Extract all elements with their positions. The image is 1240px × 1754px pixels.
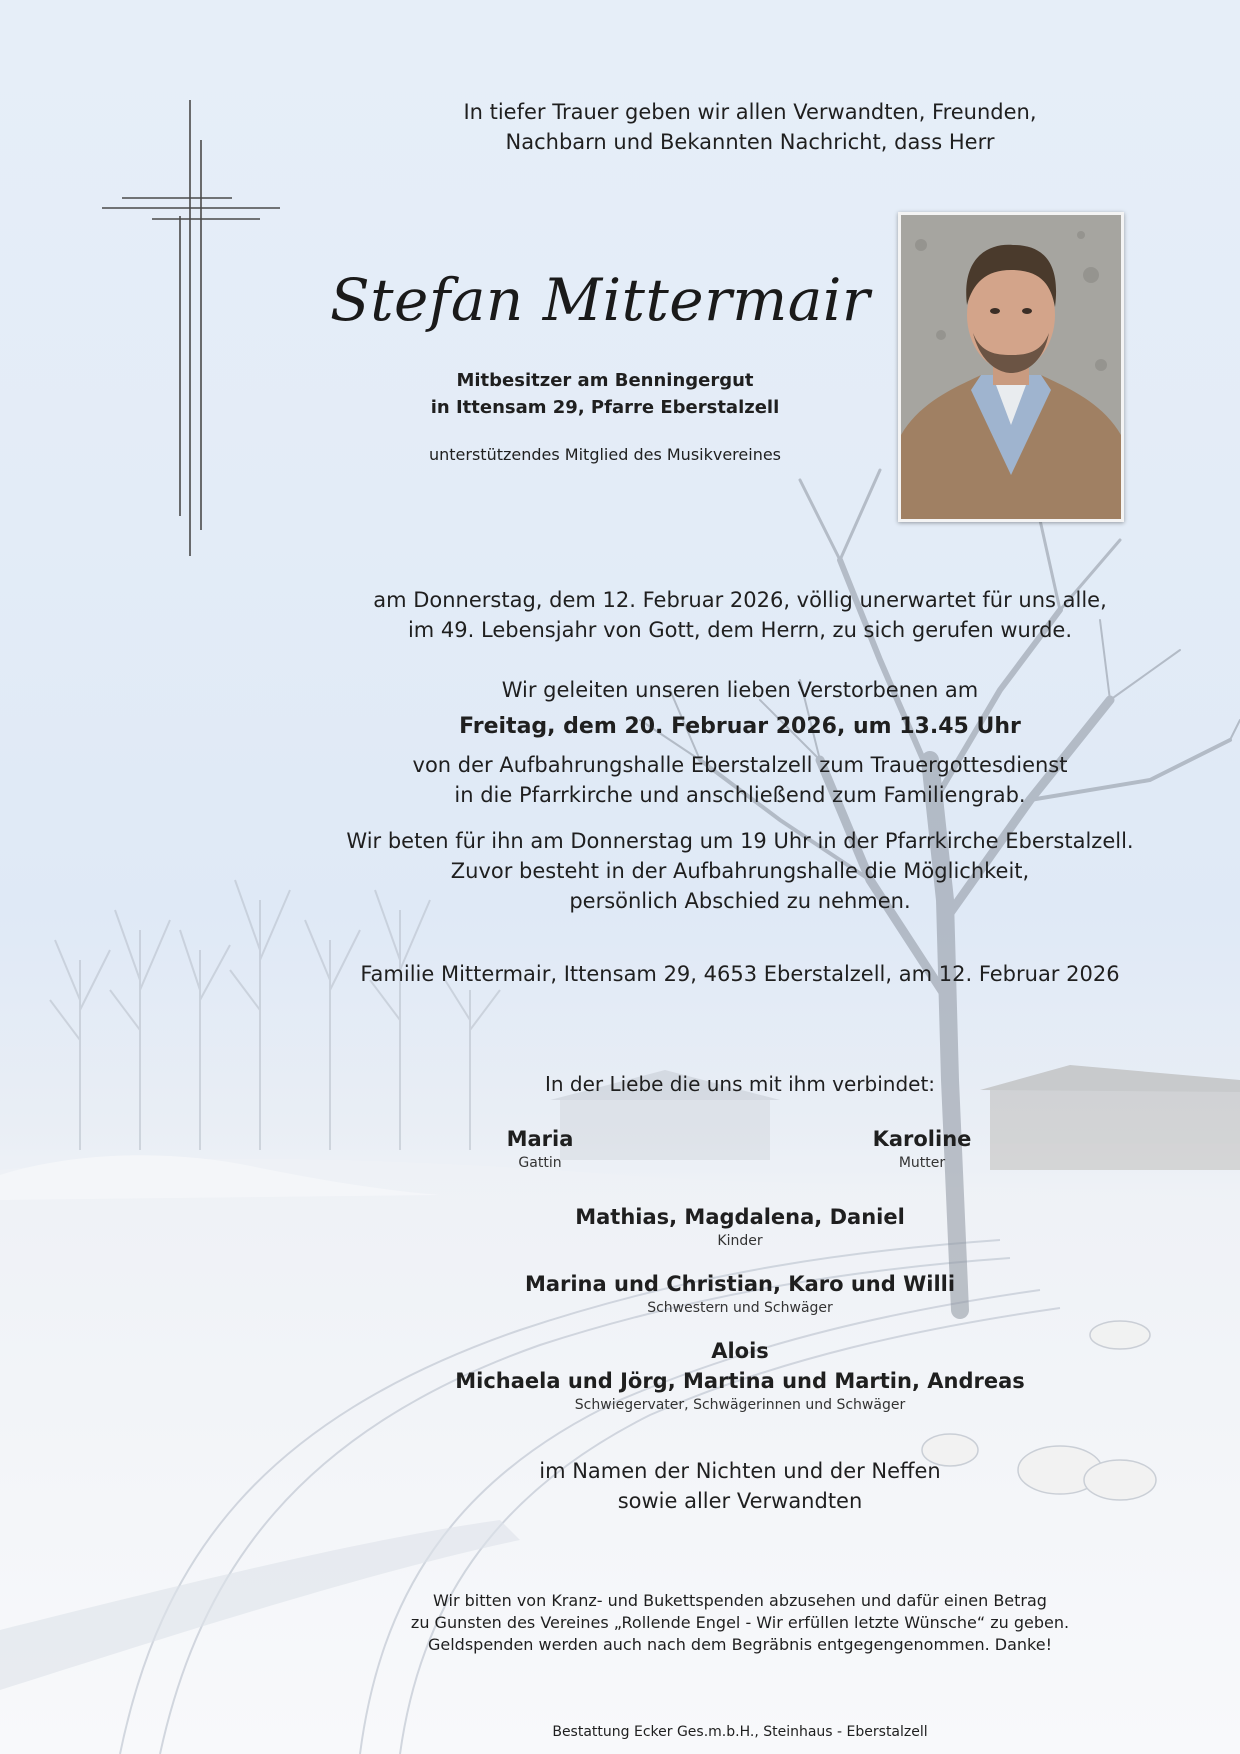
intro-text bbox=[370, 97, 1130, 157]
intro-line-2: Nachbarn und Bekannten Nachricht, dass Herr bbox=[505, 130, 995, 154]
donation-request bbox=[300, 1590, 1180, 1656]
death-notice bbox=[300, 585, 1180, 645]
funeral-intro: Wir geleiten unseren lieben Verstorbenen am bbox=[501, 678, 979, 702]
mourner-mother bbox=[822, 1124, 1022, 1172]
latin-cross-icon bbox=[100, 98, 290, 558]
death-notice-line-2: im 49. Lebensjahr von Gott, dem Herrn, zu sich gerufen wurde. bbox=[407, 618, 1073, 642]
donation-line-2: zu Gunsten des Vereines „Rollende Engel - Wir erfüllen letzte Wünsche“ zu geben. bbox=[410, 1613, 1070, 1632]
mourner-wife bbox=[440, 1124, 640, 1172]
mourner-name: Karoline bbox=[872, 1127, 972, 1151]
donation-line-3: Geldspenden werden auch nach dem Begräbnis entgegengenommen. Danke! bbox=[427, 1635, 1052, 1654]
mourner-role: Gattin bbox=[518, 1155, 562, 1171]
intro-line-1: In tiefer Trauer geben wir allen Verwandten, Freunden, bbox=[463, 100, 1037, 124]
family-address-line: Familie Mittermair, Ittensam 29, 4653 Eberstalzell, am 12. Februar 2026 bbox=[360, 962, 1120, 986]
donation-line-1: Wir bitten von Kranz- und Bukettspenden abzusehen und dafür einen Betrag bbox=[433, 1591, 1047, 1610]
closing-text bbox=[300, 1456, 1180, 1516]
prayer-line-2: Zuvor besteht in der Aufbahrungshalle die Möglichkeit, bbox=[450, 859, 1030, 883]
mourner-role: Mutter bbox=[898, 1155, 946, 1171]
prayer-notice bbox=[300, 826, 1180, 916]
mourner-name: Alois bbox=[711, 1339, 769, 1363]
mourner-children bbox=[300, 1202, 1180, 1250]
prayer-line-3: persönlich Abschied zu nehmen. bbox=[569, 889, 911, 913]
prayer-line-1: Wir beten für ihn am Donnerstag um 19 Uhr in der Pfarrkirche Eberstalzell. bbox=[346, 829, 1134, 853]
mourner-inlaws bbox=[300, 1336, 1180, 1414]
funeral-details bbox=[300, 750, 1180, 810]
mourners-intro: In der Liebe die uns mit ihm verbindet: bbox=[544, 1072, 936, 1096]
funeral-details-line-1: von der Aufbahrungshalle Eberstalzell zum Trauergottesdienst bbox=[412, 753, 1068, 777]
closing-line-2: sowie aller Verwandten bbox=[617, 1489, 863, 1513]
mourner-siblings bbox=[300, 1269, 1180, 1317]
portrait-photo bbox=[898, 212, 1124, 522]
mourner-name: Michaela und Jörg, Martina und Martin, Andreas bbox=[455, 1369, 1025, 1393]
mourner-role: Schwiegervater, Schwägerinnen und Schwäger bbox=[574, 1397, 906, 1413]
deceased-occupation bbox=[330, 367, 880, 421]
undertaker-credit: Bestattung Ecker Ges.m.b.H., Steinhaus - Eberstalzell bbox=[552, 1724, 928, 1740]
mourner-role: Schwestern und Schwäger bbox=[647, 1300, 833, 1316]
mourner-name: Marina und Christian, Karo und Willi bbox=[524, 1272, 956, 1296]
funeral-details-line-2: in die Pfarrkirche und anschließend zum Familiengrab. bbox=[454, 783, 1026, 807]
mourner-name: Maria bbox=[506, 1127, 574, 1151]
occupation-line-2: in Ittensam 29, Pfarre Eberstalzell bbox=[430, 397, 780, 418]
death-notice-line-1: am Donnerstag, dem 12. Februar 2026, völlig unerwartet für uns alle, bbox=[373, 588, 1107, 612]
occupation-line-1: Mitbesitzer am Benningergut bbox=[456, 370, 754, 391]
funeral-date: Freitag, dem 20. Februar 2026, um 13.45 Uhr bbox=[459, 714, 1021, 739]
mourner-role: Kinder bbox=[717, 1233, 763, 1249]
deceased-name: Stefan Mittermair bbox=[330, 266, 871, 334]
mourner-name: Mathias, Magdalena, Daniel bbox=[575, 1205, 905, 1229]
closing-line-1: im Namen der Nichten und der Neffen bbox=[539, 1459, 941, 1483]
deceased-membership: unterstützendes Mitglied des Musikvereines bbox=[428, 445, 782, 464]
